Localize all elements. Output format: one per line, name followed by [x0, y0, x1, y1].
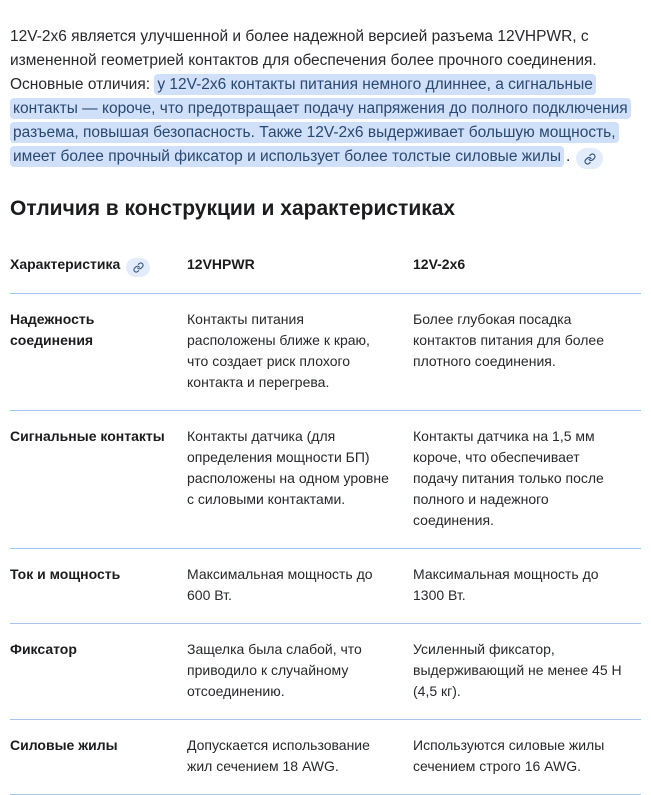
- row-label: Надежность соединения: [10, 311, 95, 348]
- table-header-row: [10, 239, 641, 293]
- header-characteristic: Характеристика: [10, 254, 187, 277]
- row-label: Фиксатор: [10, 641, 77, 657]
- row-12v2x6-value: Максимальная мощность до 1300 Вт.: [413, 566, 599, 603]
- row-12vhpwr-value: Допускается использование жил сечением 18 AWG.: [187, 737, 370, 774]
- table-row: [10, 410, 641, 548]
- table-anchor-link-button[interactable]: [126, 258, 150, 277]
- row-12v2x6-value: Контакты датчика на 1,5 мм короче, что обеспечивает подачу питания только после полного и надежного соединения.: [413, 428, 604, 528]
- table-row: [10, 293, 641, 410]
- row-label: Силовые жилы: [10, 737, 118, 753]
- row-label: Сигнальные контакты: [10, 428, 165, 444]
- link-icon: [584, 153, 596, 165]
- header-12vhpwr: 12VHPWR: [187, 256, 255, 272]
- row-12vhpwr-value: Максимальная мощность до 600 Вт.: [187, 566, 373, 603]
- header-12v2x6: 12V-2x6: [413, 256, 466, 272]
- intro-paragraph: [10, 25, 641, 170]
- row-12vhpwr-value: Защелка была слабой, что приводило к случайному отсоединению.: [187, 641, 362, 699]
- highlighted-citation-text: у 12V-2x6 контакты питания немного длиннее, а сигнальные контакты — короче, что предотвращает подачу напряжения до полного подключения разъема, повышая безопасность. Также 12V-2x6 выдерживает большую мощность, имеет более прочный фиксатор и использует более толстые силовые жилы: [10, 74, 631, 167]
- row-12v2x6-value: Усиленный фиксатор, выдерживающий не менее 45 Н (4,5 кг).: [413, 641, 622, 699]
- table-row: [10, 719, 641, 794]
- row-12vhpwr-value: Контакты питания расположены ближе к краю, что создает риск плохого контакта и перегрева.: [187, 311, 370, 390]
- intro-lead-text: 12V-2x6 является улучшенной и более надежной версией разъема 12VHPWR, с измененной геометрией контактов для обеспечения более прочного соединения. Основные отличия:: [10, 27, 597, 93]
- section-title: Отличия в конструкции и характеристиках: [10, 197, 456, 220]
- link-icon: [133, 262, 144, 273]
- table-row: [10, 623, 641, 719]
- source-link-button[interactable]: [576, 148, 603, 169]
- row-12vhpwr-value: Контакты датчика (для определения мощности БП) расположены на одном уровне с силовыми контактами.: [187, 428, 389, 507]
- row-12v2x6-value: Более глубокая посадка контактов питания для более плотного соединения.: [413, 311, 605, 369]
- row-12v2x6-value: Используются силовые жилы сечением строго 16 AWG.: [413, 737, 605, 774]
- comparison-table: [10, 239, 641, 795]
- intro-after-text: .: [565, 147, 571, 165]
- table-row: [10, 548, 641, 623]
- row-label: Ток и мощность: [10, 566, 121, 582]
